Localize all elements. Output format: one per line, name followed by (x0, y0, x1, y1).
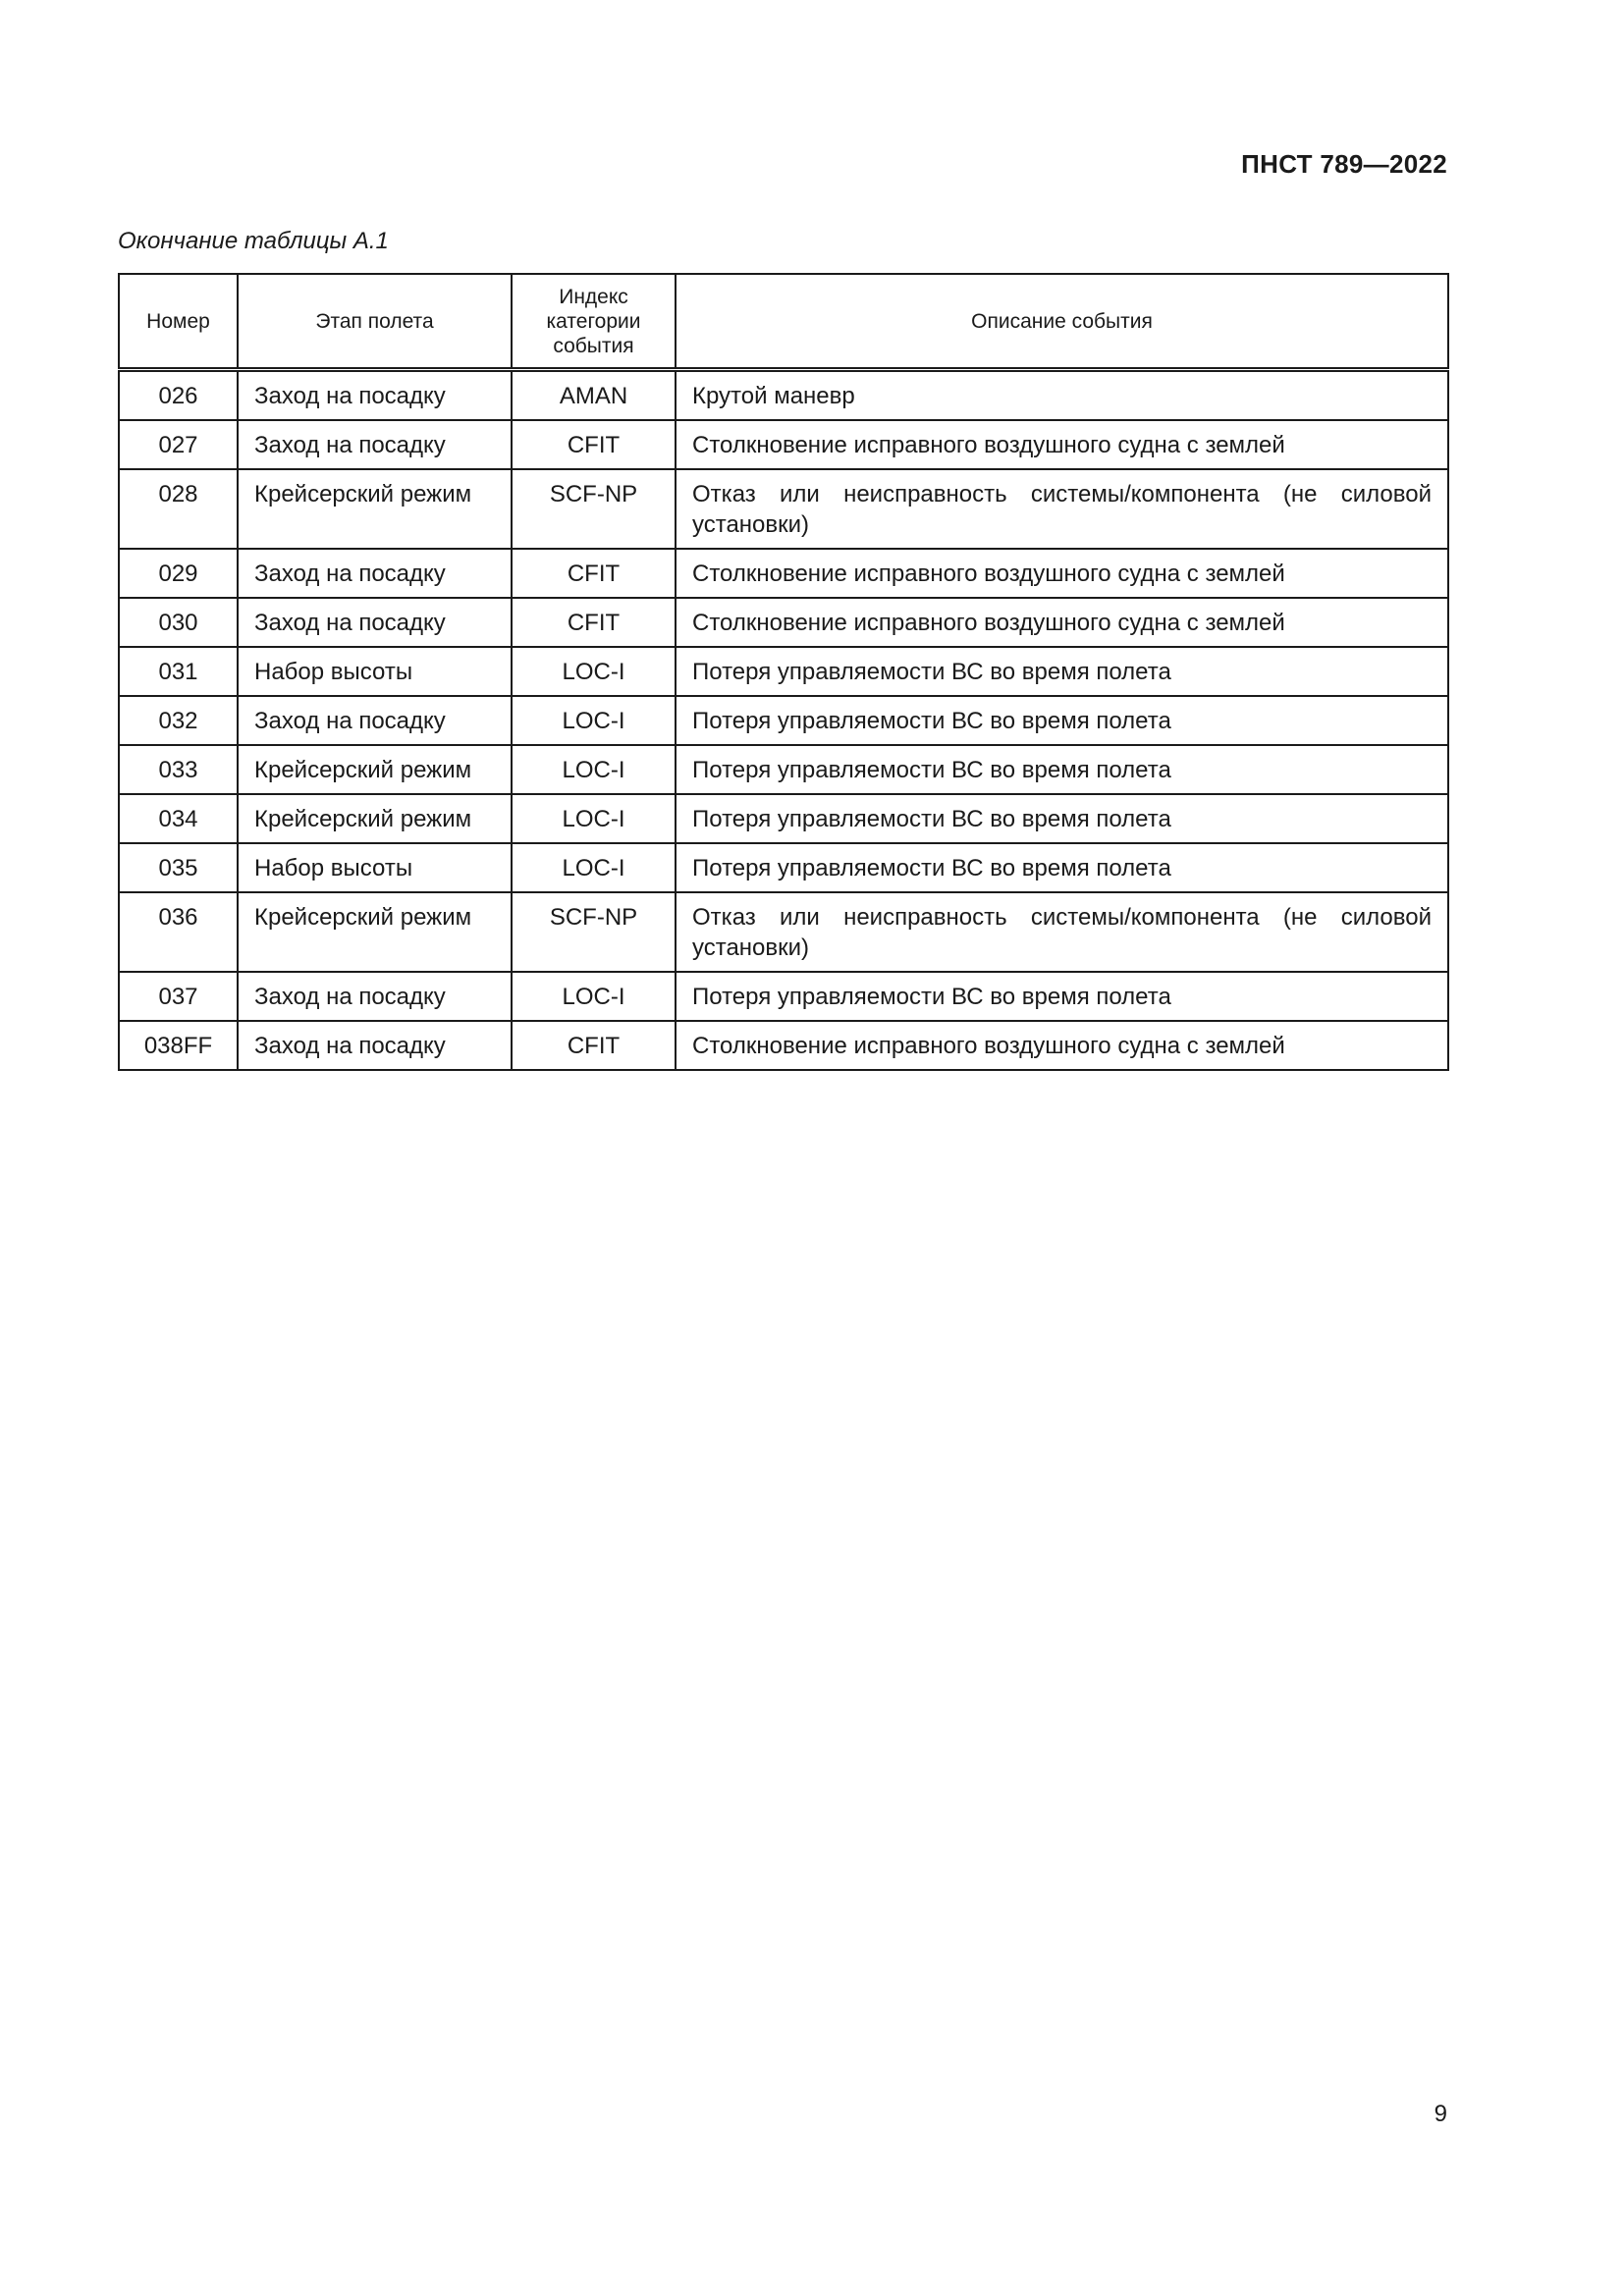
cell-category-index: CFIT (512, 549, 676, 598)
cell-description: Потеря управляемости ВС во время полета (676, 843, 1448, 892)
cell-flight-phase: Крейсерский режим (238, 794, 512, 843)
header-row (119, 274, 1448, 370)
cell-number: 038FF (119, 1021, 238, 1070)
table-row (119, 549, 1448, 598)
cell-description: Потеря управляемости ВС во время полета (676, 647, 1448, 696)
table-row (119, 843, 1448, 892)
table-row (119, 370, 1448, 421)
cell-number: 036 (119, 892, 238, 972)
cell-flight-phase: Заход на посадку (238, 420, 512, 469)
cell-number: 027 (119, 420, 238, 469)
cell-description: Потеря управляемости ВС во время полета (676, 972, 1448, 1021)
cell-description: Столкновение исправного воздушного судна с землей (676, 1021, 1448, 1070)
cell-number: 032 (119, 696, 238, 745)
cell-number: 034 (119, 794, 238, 843)
cell-description: Столкновение исправного воздушного судна с землей (676, 598, 1448, 647)
table-header (119, 274, 1448, 370)
cell-flight-phase: Крейсерский режим (238, 892, 512, 972)
cell-category-index: LOC-I (512, 972, 676, 1021)
cell-category-index: SCF-NP (512, 892, 676, 972)
table-row (119, 794, 1448, 843)
document-code: ПНСТ 789—2022 (1241, 149, 1447, 179)
page-number: 9 (1434, 2101, 1447, 2127)
cell-number: 037 (119, 972, 238, 1021)
cell-description: Отказ или неисправность системы/компонента (не силовой установки) (676, 892, 1448, 972)
cell-flight-phase: Крейсерский режим (238, 745, 512, 794)
cell-category-index: CFIT (512, 598, 676, 647)
cell-description: Потеря управляемости ВС во время полета (676, 794, 1448, 843)
cell-category-index: LOC-I (512, 794, 676, 843)
cell-flight-phase: Набор высоты (238, 647, 512, 696)
cell-flight-phase: Заход на посадку (238, 598, 512, 647)
column-header-description: Описание события (676, 274, 1448, 370)
cell-category-index: LOC-I (512, 647, 676, 696)
table-row (119, 745, 1448, 794)
cell-number: 028 (119, 469, 238, 549)
cell-flight-phase: Заход на посадку (238, 549, 512, 598)
cell-number: 035 (119, 843, 238, 892)
cell-category-index: CFIT (512, 1021, 676, 1070)
cell-description: Столкновение исправного воздушного судна с землей (676, 549, 1448, 598)
cell-category-index: SCF-NP (512, 469, 676, 549)
cell-category-index: CFIT (512, 420, 676, 469)
events-table (118, 273, 1449, 1071)
cell-number: 029 (119, 549, 238, 598)
table-body (119, 370, 1448, 1071)
column-header-category-index: Индекс категории события (512, 274, 676, 370)
cell-flight-phase: Заход на посадку (238, 1021, 512, 1070)
table-row (119, 696, 1448, 745)
cell-category-index: LOC-I (512, 843, 676, 892)
cell-number: 033 (119, 745, 238, 794)
cell-flight-phase: Набор высоты (238, 843, 512, 892)
table-row (119, 972, 1448, 1021)
cell-description: Потеря управляемости ВС во время полета (676, 745, 1448, 794)
cell-category-index: AMAN (512, 370, 676, 421)
cell-flight-phase: Заход на посадку (238, 972, 512, 1021)
cell-category-index: LOC-I (512, 696, 676, 745)
cell-flight-phase: Заход на посадку (238, 370, 512, 421)
table-row (119, 598, 1448, 647)
cell-flight-phase: Крейсерский режим (238, 469, 512, 549)
cell-flight-phase: Заход на посадку (238, 696, 512, 745)
table-row (119, 647, 1448, 696)
cell-number: 026 (119, 370, 238, 421)
table-row (119, 469, 1448, 549)
column-header-number: Номер (119, 274, 238, 370)
table-row (119, 1021, 1448, 1070)
cell-description: Столкновение исправного воздушного судна с землей (676, 420, 1448, 469)
table-row (119, 420, 1448, 469)
table-row (119, 892, 1448, 972)
cell-number: 030 (119, 598, 238, 647)
cell-description: Отказ или неисправность системы/компонента (не силовой установки) (676, 469, 1448, 549)
cell-description: Потеря управляемости ВС во время полета (676, 696, 1448, 745)
cell-description: Крутой маневр (676, 370, 1448, 421)
cell-category-index: LOC-I (512, 745, 676, 794)
column-header-flight-phase: Этап полета (238, 274, 512, 370)
cell-number: 031 (119, 647, 238, 696)
table-caption: Окончание таблицы А.1 (118, 228, 389, 254)
